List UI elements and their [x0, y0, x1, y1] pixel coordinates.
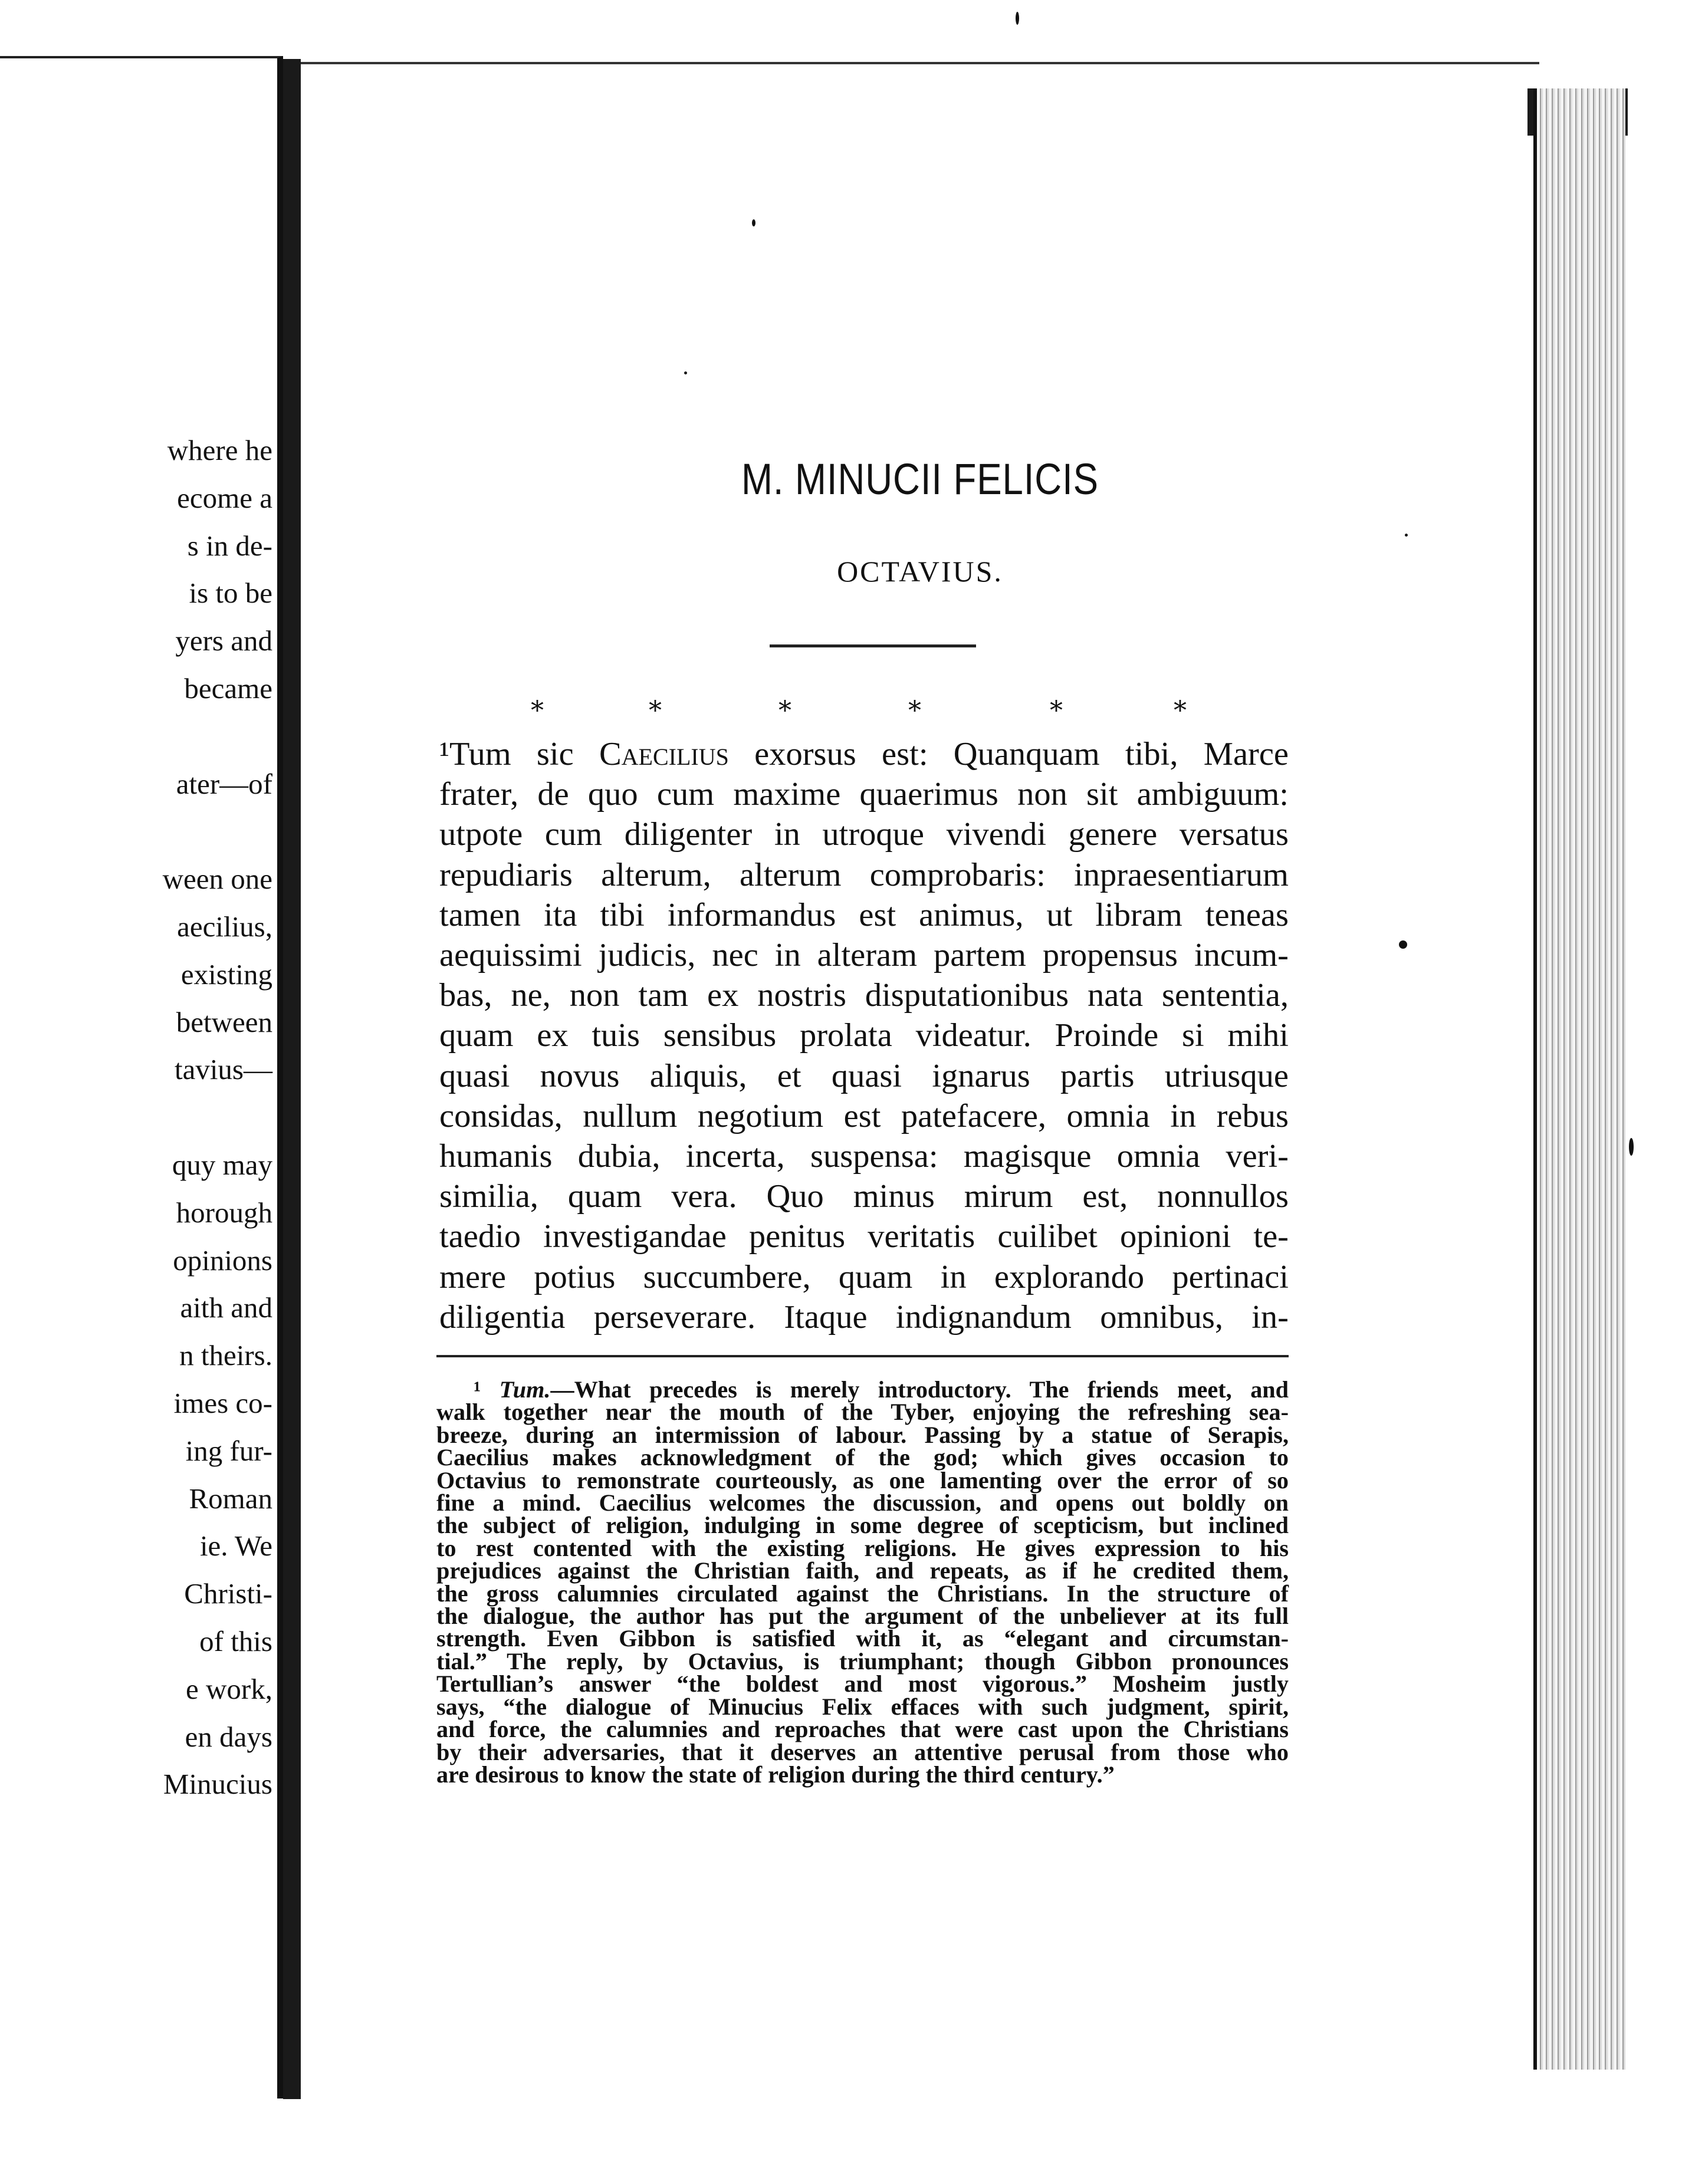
asterisk: *	[1050, 696, 1063, 726]
left-page-line: ween one	[162, 863, 272, 896]
text-line	[439, 734, 1289, 774]
footnote-line: by their adversaries, that it deserves an attentive perusal from those who	[436, 1738, 1289, 1765]
text-line: similia, quam vera. Quo minus mirum est, nonnullos	[439, 1178, 1289, 1215]
asterisk: *	[1174, 696, 1187, 726]
left-page-line: aith and	[180, 1291, 272, 1324]
footnote-lead: Tum.	[499, 1376, 551, 1403]
asterism	[531, 696, 1209, 737]
left-page-line: imes co-	[173, 1386, 272, 1419]
page-edges	[1533, 88, 1625, 2070]
left-page-line	[0, 713, 277, 761]
text-line: frater, de quo cum maxime quaerimus non sit ambiguum:	[439, 776, 1289, 813]
text-line: aequissimi judicis, nec in alteram partem propensus incum-	[439, 937, 1289, 974]
left-page-line: horough	[176, 1196, 272, 1229]
left-page-line: ing fur-	[185, 1434, 272, 1467]
text-line: tamen ita tibi informandus est animus, ut libram teneas	[439, 896, 1289, 933]
asterisk: *	[531, 696, 544, 726]
text-line: quasi novus aliquis, et quasi ignarus partis utriusque	[439, 1057, 1289, 1094]
footnote-line: says, “the dialogue of Minucius Felix effaces with such judgment, spirit,	[436, 1693, 1289, 1720]
text-line: taedio investigandae penitus veritatis cuilibet opinioni te-	[439, 1218, 1289, 1255]
text-line: diligentia perseverare. Itaque indignandum omnibus, in-	[439, 1298, 1289, 1336]
footnote-divider	[436, 1355, 1289, 1357]
left-page-line: Christi-	[184, 1577, 272, 1610]
text-line: utpote cum diligenter in utroque vivendi genere versatus	[439, 816, 1289, 853]
left-page	[0, 56, 283, 2099]
left-page-line: between	[176, 1005, 272, 1038]
footnote-line: to rest contented with the existing religions. He gives expression to his	[436, 1534, 1289, 1561]
footnote	[436, 1376, 1289, 1788]
footnote-line: the subject of religion, indulging in some degree of scepticism, but inclined	[436, 1512, 1289, 1539]
text-line: considas, nullum negotium est patefacere, omnia in rebus	[439, 1097, 1289, 1134]
left-page-line: n theirs.	[179, 1339, 272, 1372]
footnote-line: walk together near the mouth of the Tyber, enjoying the refreshing sea-	[436, 1399, 1289, 1426]
left-page-line: where he	[167, 434, 272, 466]
page-title: M. MINUCII FELICIS	[741, 455, 1099, 504]
footnote-line: breeze, during an intermission of labour. Passing by a statue of Serapis,	[436, 1421, 1289, 1448]
footnote-line: Octavius to remonstrate courteously, as one lamenting over the error of so	[436, 1466, 1289, 1494]
left-page-line: en days	[185, 1720, 272, 1753]
footnote-line: the gross calumnies circulated against the Christians. In the structure of	[436, 1580, 1289, 1607]
left-page-line: s in de-	[187, 529, 272, 562]
left-page-line: became	[184, 672, 272, 705]
left-page-line: ie. We	[199, 1530, 272, 1563]
line-start: ¹Tum sic	[439, 736, 599, 772]
speck	[1405, 534, 1408, 537]
left-page-line: is to be	[189, 577, 272, 610]
left-page-line	[0, 808, 277, 856]
footnote-line: fine a mind. Caecilius welcomes the discussion, and opens out boldly on	[436, 1489, 1289, 1517]
left-page-line: of this	[199, 1624, 272, 1657]
left-page-line	[0, 1094, 277, 1142]
page-subtitle: OCTAVIUS.	[837, 555, 1003, 588]
speck	[684, 371, 687, 374]
asterisk: *	[908, 696, 921, 726]
footnote-line: strength. Even Gibbon is satisfied with it, as “elegant and circumstan-	[436, 1625, 1289, 1652]
footnote-line: tial.” The reply, by Octavius, is triumphant; though Gibbon pronounces	[436, 1647, 1289, 1675]
speck	[1629, 1138, 1634, 1156]
footnote-line: are desirous to know the state of religion during the third century.”	[436, 1761, 1115, 1788]
left-page-line: tavius—	[174, 1053, 272, 1086]
footnote-line: Tertullian’s answer “the boldest and most vigorous.” Mosheim justly	[436, 1670, 1289, 1698]
left-page-text	[0, 427, 277, 1808]
footnote-line	[436, 1376, 1289, 1403]
speck	[752, 219, 755, 226]
left-page-line: yers and	[175, 624, 272, 657]
footnote-line: prejudices against the Christian faith, and repeats, as if he credited them,	[436, 1557, 1289, 1584]
footnote-line: and force, the calumnies and reproaches that were cast upon the Christians	[436, 1716, 1289, 1743]
speaker-name: Caecilius	[599, 736, 729, 772]
footnote-marker: ¹	[474, 1376, 481, 1403]
asterisk: *	[778, 696, 791, 726]
text-line: quam ex tuis sensibus prolata videatur. Proinde si mihi	[439, 1017, 1289, 1054]
left-page-line: ater—of	[176, 767, 272, 800]
title-divider	[770, 644, 976, 647]
footnote-line: the dialogue, the author has put the argument of the unbeliever at its full	[436, 1603, 1289, 1630]
left-page-line: e work,	[186, 1672, 272, 1705]
left-page-line: aecilius,	[177, 910, 272, 943]
left-page-line: Roman	[189, 1482, 272, 1515]
speck	[1399, 940, 1407, 949]
left-page-line: existing	[180, 958, 272, 991]
left-page-line: opinions	[173, 1244, 272, 1277]
main-text	[439, 734, 1289, 1337]
text-line: bas, ne, non tam ex nostris disputationibus nata sententia,	[439, 977, 1289, 1014]
left-page-line: ecome a	[177, 481, 272, 514]
footnote-first-line: —What precedes is merely introductory. The friends meet, and	[550, 1376, 1289, 1403]
text-line: mere potius succumbere, quam in explorando pertinaci	[439, 1258, 1289, 1295]
text-line: repudiaris alterum, alterum comprobaris: inpraesentiarum	[439, 856, 1289, 893]
left-page-line: Minucius	[163, 1768, 272, 1801]
text-line: humanis dubia, incerta, suspensa: magisque omnia veri-	[439, 1138, 1289, 1175]
book-gutter	[283, 59, 301, 2099]
left-page-line: quy may	[172, 1148, 272, 1181]
footnote-line: Caecilius makes acknowledgment of the god; which gives occasion to	[436, 1444, 1289, 1471]
speck	[1016, 12, 1019, 25]
line-end: exorsus est: Quanquam tibi, Marce	[728, 736, 1289, 772]
asterisk: *	[649, 696, 662, 726]
